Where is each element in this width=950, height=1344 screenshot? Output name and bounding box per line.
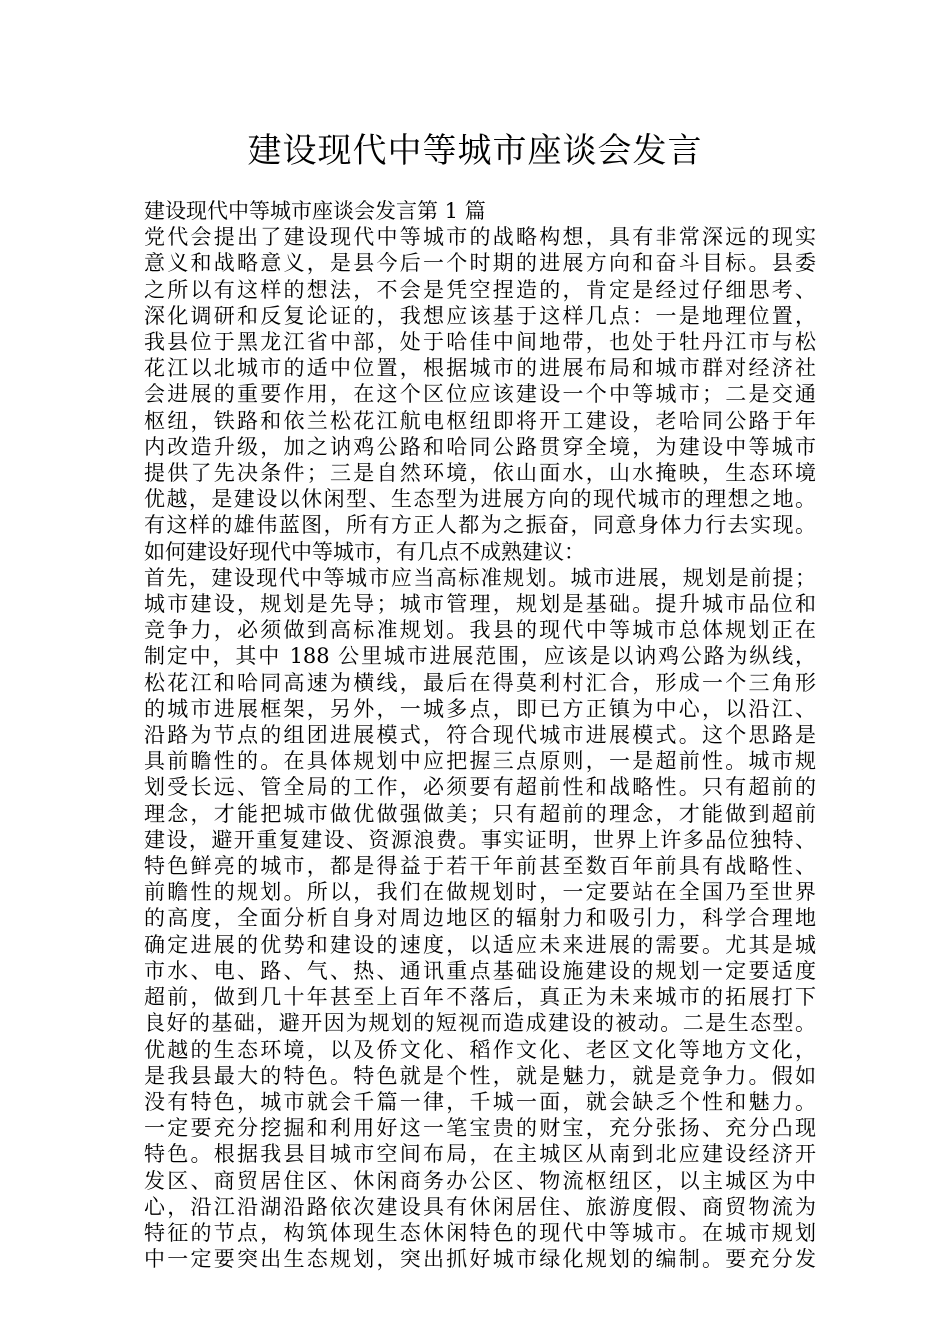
text-line: 市水、电、路、气、热、通讯重点基础设施建设的规划一定要适度: [144, 958, 816, 983]
text-line: 具前瞻性的。在具体规划中应把握三点原则，一是超前性。城市规: [144, 749, 816, 774]
text-line: 优越，是建设以休闲型、生态型为进展方向的现代城市的理想之地。: [144, 487, 816, 512]
text-line: 良好的基础，避开因为规划的短视而造成建设的被动。二是生态型。: [144, 1011, 816, 1036]
text-line: 的城市进展框架，另外，一城多点，即已方正镇为中心，以沿江、: [144, 696, 816, 721]
text-line: 深化调研和反复论证的，我想应该基于这样几点：一是地理位置，: [144, 303, 816, 328]
text-line: 花江以北城市的适中位置，根据城市的进展布局和城市群对经济社: [144, 356, 816, 381]
text-line: 没有特色，城市就会千篇一律，千城一面，就会缺乏个性和魅力。: [144, 1089, 816, 1114]
text-line: 前瞻性的规划。所以，我们在做规划时，一定要站在全国乃至世界: [144, 880, 816, 905]
text-line: 中一定要突出生态规划，突出抓好城市绿化规划的编制。要充分发: [144, 1247, 816, 1272]
text-line: 心，沿江沿湖沿路依次建设具有休闲居住、旅游度假、商贸物流为: [144, 1194, 816, 1219]
document-body: [144, 198, 816, 1272]
text-line: 意义和战略意义，是县今后一个时期的进展方向和奋斗目标。县委: [144, 251, 816, 276]
text-line: 如何建设好现代中等城市，有几点不成熟建议：: [144, 539, 585, 564]
text-line: 松花江和哈同高速为横线，最后在得莫利村汇合，形成一个三角形: [144, 670, 816, 695]
text-line: 党代会提出了建设现代中等城市的战略构想，具有非常深远的现实: [144, 225, 816, 250]
text-line: 我县位于黑龙江省中部，处于哈佳中间地带，也处于牡丹江市与松: [144, 330, 816, 355]
text-line: 是我县最大的特色。特色就是个性，就是魅力，就是竞争力。假如: [144, 1063, 816, 1088]
text-line: 提供了先决条件；三是自然环境，依山面水，山水掩映，生态环境: [144, 461, 816, 486]
text-line: 首先，建设现代中等城市应当高标准规划。城市进展，规划是前提；: [144, 565, 816, 590]
text-line: 的高度，全面分析自身对周边地区的辐射力和吸引力，科学合理地: [144, 906, 816, 931]
text-line: 建设现代中等城市座谈会发言第 1 篇: [144, 199, 486, 223]
text-line: 城市建设，规划是先导；城市管理，规划是基础。提升城市品位和: [144, 592, 816, 617]
text-line: 特色。根据我县目城市空间布局，在主城区从南到北应建设经济开: [144, 1142, 816, 1167]
text-line: 建设，避开重复建设、资源浪费。事实证明，世界上许多品位独特、: [144, 827, 816, 852]
text-line: 制定中，其中 188 公里城市进展范围，应该是以讷鸡公路为纵线，: [144, 644, 816, 669]
text-line: 枢纽，铁路和依兰松花江航电枢纽即将开工建设，老哈同公路于年: [144, 408, 816, 433]
text-line: 会进展的重要作用，在这个区位应该建设一个中等城市；二是交通: [144, 382, 816, 407]
text-line: 之所以有这样的想法，不会是凭空捏造的，肯定是经过仔细思考、: [144, 277, 816, 302]
text-line: 理念，才能把城市做优做强做美；只有超前的理念，才能做到超前: [144, 801, 816, 826]
text-line: 有这样的雄伟蓝图，所有方正人都为之振奋，同意身体力行去实现。: [144, 513, 816, 538]
document-title: 建设现代中等城市座谈会发言: [247, 131, 703, 171]
text-line: 内改造升级，加之讷鸡公路和哈同公路贯穿全境，为建设中等城市: [144, 434, 816, 459]
text-line: 竞争力，必须做到高标准规划。我县的现代中等城市总体规划正在: [144, 618, 816, 643]
text-line: 沿路为节点的组团进展模式，符合现代城市进展模式。这个思路是: [144, 723, 816, 748]
text-line: 确定进展的优势和建设的速度，以适应未来进展的需要。尤其是城: [144, 932, 816, 957]
text-line: 超前，做到几十年甚至上百年不落后，真正为未来城市的拓展打下: [144, 985, 816, 1010]
text-line: 特征的节点，构筑体现生态休闲特色的现代中等城市。在城市规划: [144, 1220, 816, 1245]
text-line: 一定要充分挖掘和利用好这一笔宝贵的财宝，充分张扬、充分凸现: [144, 1116, 816, 1141]
text-line: 发区、商贸居住区、休闲商务办公区、物流枢纽区，以主城区为中: [144, 1168, 816, 1193]
text-line: 优越的生态环境，以及侨文化、稻作文化、老区文化等地方文化，: [144, 1037, 816, 1062]
text-line: 特色鲜亮的城市，都是得益于若干年前甚至数百年前具有战略性、: [144, 854, 816, 879]
text-line: 划受长远、管全局的工作，必须要有超前性和战略性。只有超前的: [144, 775, 816, 800]
